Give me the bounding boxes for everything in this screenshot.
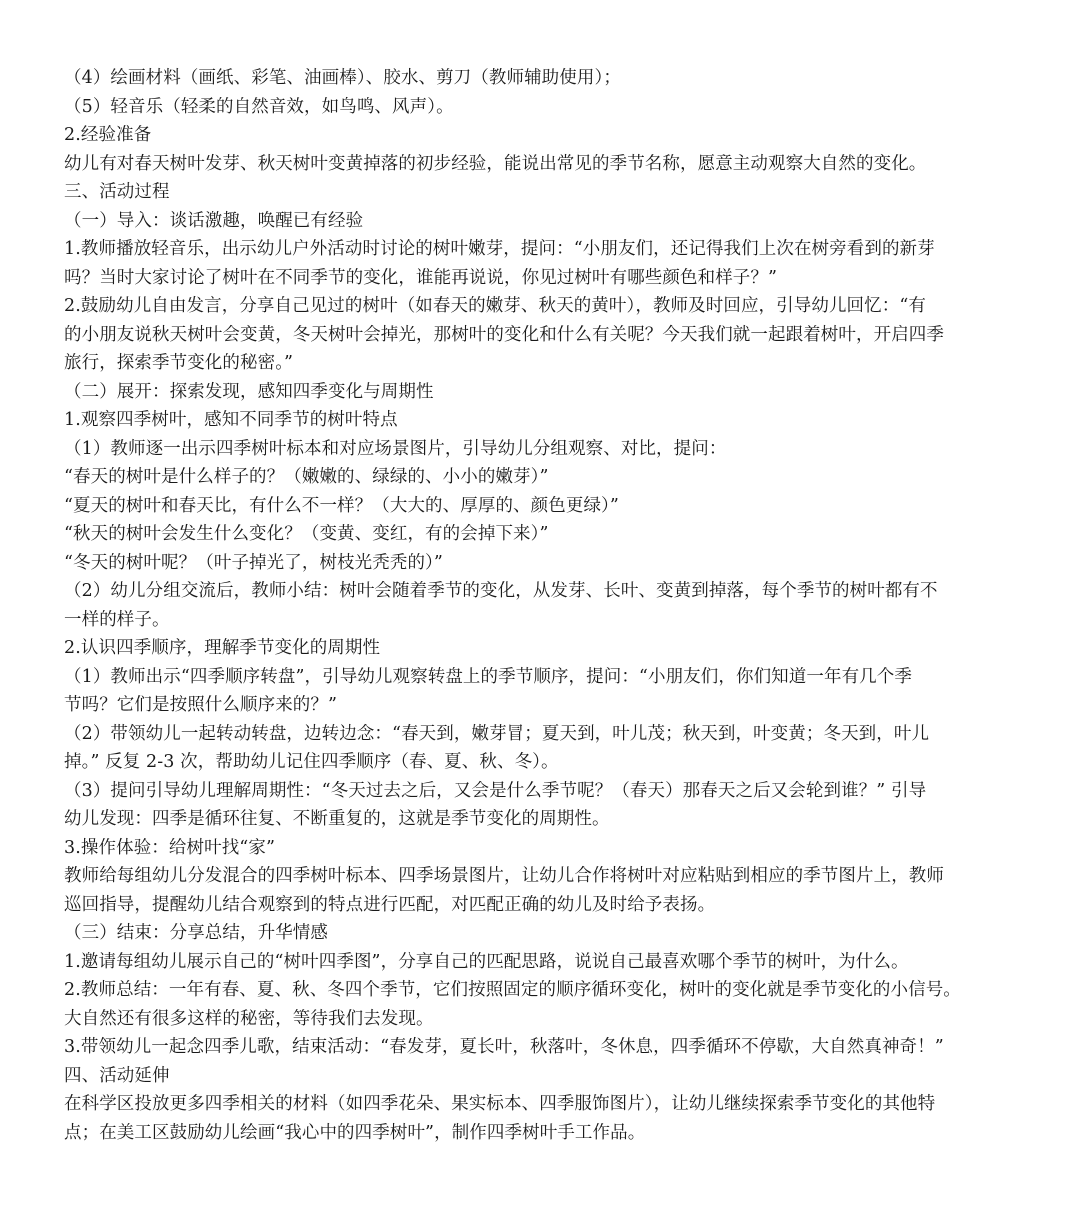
section-heading: 四、活动延伸 bbox=[64, 1065, 170, 1086]
text-line: 1.教师播放轻音乐，出示幼儿户外活动时讨论的树叶嫩芽，提问：“小朋友们，还记得我们上次在树旁看到的新芽 bbox=[64, 239, 935, 259]
section-subheading: （二）展开：探索发现，感知四季变化与周期性 bbox=[64, 381, 434, 402]
text-line: （2）带领幼儿一起转动转盘，边转边念：“春天到，嫩芽冒；夏天到，叶儿茂；秋天到，叶变黄；冬天到，叶儿 bbox=[64, 723, 930, 744]
text-line: （4）绘画材料（画纸、彩笔、油画棒）、胶水、剪刀（教师辅助使用）； bbox=[64, 68, 621, 88]
text-line: （1）教师出示“四季顺序转盘”，引导幼儿观察转盘上的季节顺序，提问：“小朋友们，你们知道一年有几个季 bbox=[64, 666, 912, 687]
section-subheading: 2.经验准备 bbox=[64, 125, 152, 145]
text-line: “冬天的树叶呢？（叶子掉光了，树枝光秃秃的）” bbox=[64, 552, 443, 573]
text-line: 节吗？它们是按照什么顺序来的？” bbox=[64, 695, 338, 715]
text-line: 的小朋友说秋天树叶会变黄，冬天树叶会掉光，那树叶的变化和什么有关呢？今天我们就一起跟着树叶，开启四季 bbox=[64, 324, 944, 345]
text-line: 幼儿发现：四季是循环往复、不断重复的，这就是季节变化的周期性。 bbox=[64, 809, 610, 829]
text-line: “夏天的树叶和春天比，有什么不一样？（大大的、厚厚的、颜色更绿）” bbox=[64, 495, 619, 516]
text-line: 1.邀请每组幼儿展示自己的“树叶四季图”，分享自己的匹配思路，说说自己最喜欢哪个季节的树叶，为什么。 bbox=[64, 951, 909, 972]
text-line: （2）幼儿分组交流后，教师小结：树叶会随着季节的变化，从发芽、长叶、变黄到掉落，每个季节的树叶都有不 bbox=[64, 581, 938, 601]
text-line: 在科学区投放更多四季相关的材料（如四季花朵、果实标本、四季服饰图片），让幼儿继续探索季节变化的其他特 bbox=[64, 1094, 936, 1114]
section-heading: 三、活动过程 bbox=[64, 182, 170, 202]
text-line: 巡回指导，提醒幼儿结合观察到的特点进行匹配，对匹配正确的幼儿及时给予表扬。 bbox=[64, 894, 716, 915]
text-line: 掉。” 反复 2-3 次，帮助幼儿记住四季顺序（春、夏、秋、冬）。 bbox=[64, 752, 559, 772]
text-line: 吗？当时大家讨论了树叶在不同季节的变化，谁能再说说，你见过树叶有哪些颜色和样子？” bbox=[64, 267, 778, 288]
text-line: 2.教师总结：一年有春、夏、秋、冬四个季节，它们按照固定的顺序循环变化，树叶的变化就是季节变化的小信号。 bbox=[64, 980, 961, 1000]
text-line: 3.操作体验：给树叶找“家” bbox=[64, 837, 275, 858]
section-subheading: （三）结束：分享总结，升华情感 bbox=[64, 923, 328, 943]
text-line: 一样的样子。 bbox=[64, 609, 170, 630]
section-subheading: （一）导入：谈话激趣，唤醒已有经验 bbox=[64, 210, 364, 231]
document-page bbox=[64, 64, 1024, 1147]
text-line: （1）教师逐一出示四季树叶标本和对应场景图片，引导幼儿分组观察、对比，提问： bbox=[64, 438, 727, 459]
text-line: 2.认识四季顺序，理解季节变化的周期性 bbox=[64, 638, 381, 658]
text-line: 点；在美工区鼓励幼儿绘画“我心中的四季树叶”，制作四季树叶手工作品。 bbox=[64, 1122, 646, 1143]
text-line: （3）提问引导幼儿理解周期性：“冬天过去之后，又会是什么季节呢？（春天）那春天之后又会轮到谁？” 引导 bbox=[64, 780, 927, 801]
text-line: （5）轻音乐（轻柔的自然音效，如鸟鸣、风声）。 bbox=[64, 96, 454, 117]
text-line: “春天的树叶是什么样子的？（嫩嫩的、绿绿的、小小的嫩芽）” bbox=[64, 467, 549, 487]
text-line: 大自然还有很多这样的秘密，等待我们去发现。 bbox=[64, 1008, 434, 1029]
text-line: 旅行，探索季节变化的秘密。” bbox=[64, 353, 294, 373]
text-line: 1.观察四季树叶，感知不同季节的树叶特点 bbox=[64, 410, 398, 430]
text-line: “秋天的树叶会发生什么变化？（变黄、变红，有的会掉下来）” bbox=[64, 524, 549, 544]
text-line: 教师给每组幼儿分发混合的四季树叶标本、四季场景图片，让幼儿合作将树叶对应粘贴到相应的季节图片上，教师 bbox=[64, 866, 944, 886]
text-line: 2.鼓励幼儿自由发言，分享自己见过的树叶（如春天的嫩芽、秋天的黄叶），教师及时回应，引导幼儿回忆：“有 bbox=[64, 296, 926, 316]
text-line: 3.带领幼儿一起念四季儿歌，结束活动：“春发芽，夏长叶，秋落叶，冬休息，四季循环不停歇，大自然真神奇！” bbox=[64, 1037, 944, 1057]
text-line: 幼儿有对春天树叶发芽、秋天树叶变黄掉落的初步经验，能说出常见的季节名称，愿意主动观察大自然的变化。 bbox=[64, 153, 927, 174]
